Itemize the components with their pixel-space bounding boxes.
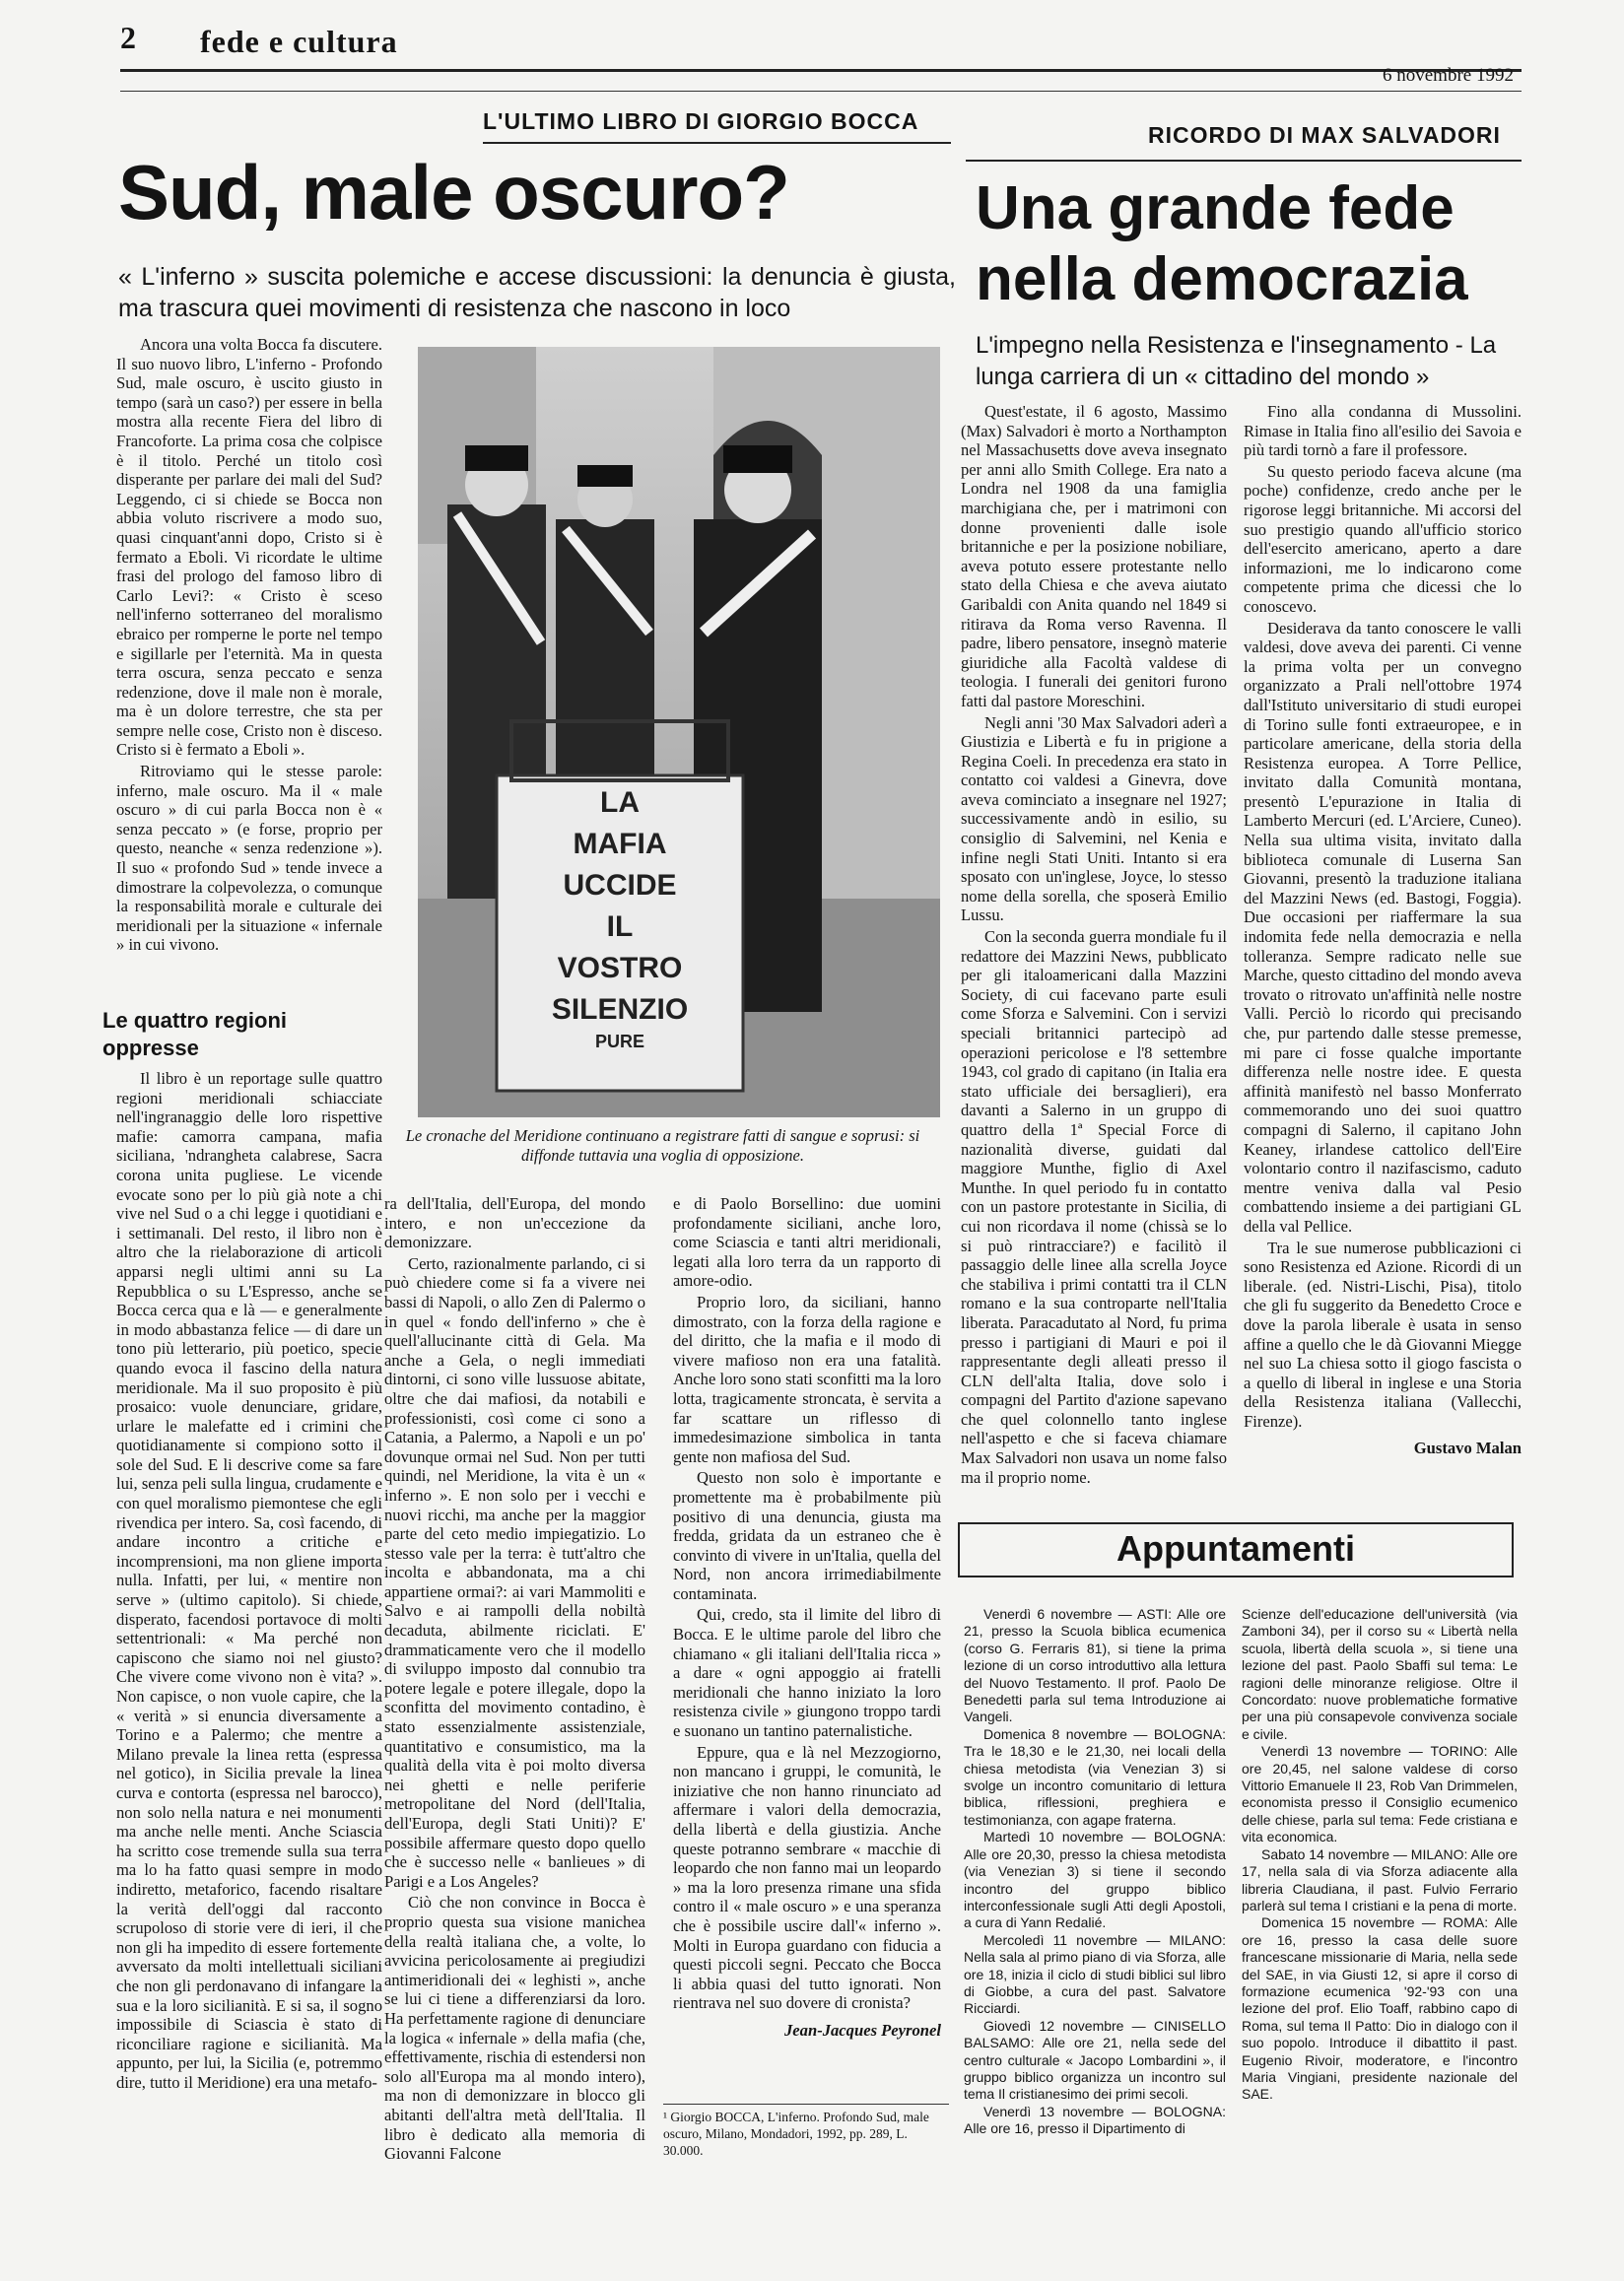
paragraph: Certo, razionalmente parlando, ci si può chiedere come si fa a vivere nei bassi di Napoli, o allo Zen di Palermo o in quel « fondo dell'inferno » che è quell'allucinante città di Gela. Ma anche a Gela, o negli immediati dintorni, ci sono ville lussuose abitate, oltre che dai mafiosi, da notabili e professionisti, così come ci sono a Catania, a Palermo, a Napoli e un po' dovunque ormai nel Sud. Non per tutti quindi, nel Meridione, la vita è un « inferno ». E non solo per i vecchi e nuovi ricchi, ma anche per la maggior parte del ceto medio impiegatizio. Lo stesso vale per la terra: è tutt'altro che incolta e abbandonata, ma a chi appartiene ormai?: ai vari Mammoliti e Salvo e ai rampolli della nobiltà decaduta, abilmente riciclati. E' drammaticamente vero che il modello di sviluppo imposto dal connubio tra potere legale e potere illegale, dopo la sconfitta del movimento contadino, è stato essenzialmente assistenziale, quantitativo e consumistico, ma la qualità della vita è poi molto diversa nei ghetti e nelle periferie metropolitane del Nord (dell'Italia, dell'Europa, degli Stati Uniti)? E' possibile affermare questo dopo quello che è successo nelle « banlieues » di Parigi e a Los Angeles? (384, 1253, 645, 1891)
event-item: Domenica 15 novembre — ROMA: Alle ore 16, presso la casa delle suore francescane missionarie di Maria, nella sede del SAE, in via Giusti 12, si apre il corso di formazione ecumenica '92-'93 con una lezione del prof. Elio Toaff, rabbino capo di Roma, sul tema Il Patto: Dio in dialogo con il suo popolo. Introduce il dibattito il past. Eugenio Rivoir, moderatore, e l'incontro Maria Vingiani, presidente nazionale del SAE. (1242, 1914, 1518, 2103)
article1-column-2 (384, 1194, 645, 2166)
article1-kicker: L'ULTIMO LIBRO DI GIORGIO BOCCA (483, 108, 919, 134)
paragraph: Ritroviamo qui le stesse parole: inferno, male oscuro. Ma il « male oscuro » di cui parla Bocca non è « senza peccato » (e forse, proprio per questo, neanche « senza redenzione »). Il suo « profondo Sud » tende invece a dimostrare la colpevolezza, o comunque la responsabilità morale e culturale dei meridionali per la situazione « infernale » in cui vivono. (116, 762, 382, 955)
paragraph: Fino alla condanna di Mussolini. Rimase in Italia fino all'esilio dei Savoia e più tardi tornò a fare il professore. (1244, 402, 1522, 460)
masthead-rule (120, 69, 1522, 72)
article2-title-line1: Una grande fede (976, 174, 1455, 242)
article1-column-1 (116, 335, 382, 957)
article1-subhead: Le quattro regioni oppresse (102, 1008, 287, 1060)
issue-date: 6 novembre 1992 (1383, 65, 1514, 86)
article1-title: Sud, male oscuro? (118, 149, 789, 235)
event-item: Giovedì 12 novembre — CINISELLO BALSAMO: Alle ore 21, nella sede del centro culturale « Jacopo Lombardini », il gruppo biblico organizza un incontro sul tema Il cristianesimo dei primi secoli. (964, 2017, 1226, 2103)
paragraph: Desiderava da tanto conoscere le valli valdesi, dove aveva dei parenti. Ci venne la prima volta per un convegno organizzato a Prali nell'ottobre 1974 dall'Istituto universitario di studi europei di Torino sulle fonti extraeuropee, e in particolare americane, della storia della Resistenza europea. A Torre Pellice, invitato dalla Comunità montana, presentò L'epurazione in Italia di Lamberto Mercuri (ed. L'Arciere, Cuneo). Nella sua ultima visita, invitato dalla biblioteca comunale di Luserna San Giovanni, presentò la traduzione italiana del Mazzini News (ed. Bastogi, Foggia). Due occasioni per riaffermare la sua indomita fede nella democrazia e nella tolleranza. Sempre radicato nelle sue Marche, questo cittadino del mondo aveva trovato o ritrovato un'affinità nelle nostre Valli. Perciò lo ricordo qui precisando che, pur partendo dalle stesse premesse, mi pare ci fosse qualche importante differenza nelle nostre idee. E questa affinità manifestò nel basso Monferrato commemorando uno dei suoi quattro compagni di Salerno, il capitano John Keaney, irlandese cattolico dell'Eire volontario contro il nazifascismo, caduto mentre veniva dalla val Pesio combattendo insieme a dei partigiani GL della val Pellice. (1244, 618, 1522, 1236)
paragraph: Questo non solo è importante e promettente ma è probabilmente più positivo di una denuncia, giusta ma fredda, gridata da un estraneo che è convinto di vivere in un'Italia, quella del Nord, non ancora irrimediabilmente contaminata. (673, 1468, 941, 1603)
sign-line: PURE (594, 1032, 644, 1051)
paragraph: e di Paolo Borsellino: due uomini profondamente siciliani, anche loro, come Sciascia e tanti altri meridionali, legati alla loro terra da un rapporto di amore-odio. (673, 1194, 941, 1291)
sign-line: VOSTRO (557, 952, 683, 984)
masthead-rule-thin (120, 91, 1522, 92)
sign-line: UCCIDE (563, 869, 677, 902)
paragraph: Ancora una volta Bocca fa discutere. Il suo nuovo libro, L'inferno - Profondo Sud, male oscuro, è uscito giusto in tempo (sarà un caso?) per essere in bella mostra alla recente Fiera del libro di Francoforte. La prima cosa che colpisce è il titolo. Perché un titolo così disperante per parlare dei mali del Sud? Leggendo, ci si chiede se Bocca non abbia voluto riscrivere a modo suo, quasi cinquant'anni dopo, Cristo si è fermato a Eboli. Vi ricordate le ultime frasi del prologo del famoso libro di Carlo Levi?: « Cristo è sceso nell'inferno sotterraneo del moralismo ebraico per romperne le porte nel tempo e sigillarle per l'eternità. Ma in questa terra oscura, senza peccato e senza redenzione, dove il male non è morale, ma è un dolore terrestre, che sta per sempre nelle cose, Cristo non è disceso. Cristo si è fermato a Eboli ». (116, 335, 382, 760)
paragraph: Quest'estate, il 6 agosto, Massimo (Max) Salvadori è morto a Northampton nel Massachusetts dove aveva insegnato per anni allo Smith College. Era nato a Londra nel 1908 da una famiglia marchigiana che, per i matrimoni con donne provenienti dalle isole britanniche e per la posizione nobiliare, aveva potuto essere protestante nello stato della Chiesa e che aveva aiutato Garibaldi con Anita quando nel 1849 si ritirava da Roma verso Ravenna. Il padre, libero pensatore, insegnò materie giuridiche alla Facoltà valdese di teologia. I funerali dei genitori furono fatti dal pastore Moreschini. (961, 402, 1227, 710)
paragraph: Ciò che non convince in Bocca è proprio questa sua visione manichea della realtà italiana che, a volte, lo avvicina pericolosamente ai pregiudizi antimeridionali dei « leghisti », anche se lui ci tiene a differenziarsi da loro. Ha perfettamente ragione di denunciare la logica « infernale » della mafia (che, effettivamente, rischia di estendersi non solo all'Europa ma al mondo intero), ma non di demonizzare in blocco gli abitanti dell'altra metà dell'Italia. Il libro è dedicato alla memoria di Giovanni Falcone (384, 1893, 645, 2164)
event-item: Mercoledì 11 novembre — MILANO: Nella sala al primo piano di via Sforza, alle ore 18, inizia il ciclo di studi biblici sul libro di Giobbe, a cura del past. Salvatore Ricciardi. (964, 1931, 1226, 2017)
paragraph: Eppure, qua e là nel Mezzogiorno, non mancano i gruppi, le comunità, le iniziative che non hanno rinunciato ad affermare i valori della democrazia, della libertà e della giustizia. Anche queste potranno sembrare « macchie di leopardo che non fanno mai un leopardo » ma la loro presenza rimane una sfida contro il « male oscuro » e una speranza che è possibile uscire dall'« inferno ». Molti in Europa guardano con fiducia a questi piccoli segni. Peccato che Bocca li abbia quasi del tutto ignorati. Non rientrava nel suo dovere di cronista? (673, 1742, 941, 2013)
appuntamenti-column-1 (964, 1606, 1226, 2138)
sign-line: LA (600, 786, 640, 819)
article1-signature: Jean-Jacques Peyronel (784, 2020, 941, 2040)
article1-footnote: ¹ Giorgio BOCCA, L'inferno. Profondo Sud, male oscuro, Milano, Mondadori, 1992, pp. 289, L. 30.000. (663, 2104, 949, 2159)
event-item: Venerdì 6 novembre — ASTI: Alle ore 21, presso la Scuola biblica ecumenica (corso G. Ferraris 81), si tiene la prima lezione di un corso introduttivo alla lettura del Nuovo Testamento. Il prof. Paolo De Benedetti parla sul tema Introduzione ai Vangeli. (964, 1606, 1226, 1725)
article1-deck: « L'inferno » suscita polemiche e accese discussioni: la denuncia è giusta, ma trascura quei movimenti di resistenza che nascono in loco (118, 263, 956, 322)
paragraph: Negli anni '30 Max Salvadori aderì a Giustizia e Libertà e fu in prigione a Regina Coeli. In precedenza era stato in contatto coi valdesi a Ginevra, dove aveva cominciato a insegnare nel 1927; successivamente andò in esilio, su consiglio di Salvemini, nel Kenia e infine negli Stati Uniti. Intanto si era sposato con un'inglese, Joyce, lo stesso nome della sorella, che sposerà Emilio Lussu. (961, 712, 1227, 925)
event-item: Domenica 8 novembre — BOLOGNA: Tra le 18,30 e le 21,30, nei locali della chiesa metodista (via Venezian 3) si svolge un incontro comunitario di lettura biblica, riflessioni, preghiera e testimonianza, con agape fraterna. (964, 1725, 1226, 1828)
event-item: Sabato 14 novembre — MILANO: Alle ore 17, nella sala di via Sforza adiacente alla libreria Claudiana, il past. Fulvio Ferrario parlerà sul tema I cristiani e la pena di morte. (1242, 1845, 1518, 1913)
article2-column-2 (1244, 402, 1522, 1460)
event-item: Scienze dell'educazione dell'università (via Zamboni 34), per il corso su « Libertà nella scuola, libertà della scuola », si tiene una lezione del past. Paolo Sbaffi sul tema: Le ragioni delle minoranze religiose. Oltre il Concordato: nuove problematiche formative per una più consapevole convivenza sociale e civile. (1242, 1606, 1518, 1742)
protest-sign (507, 782, 733, 1052)
news-photo-carabinieri (418, 347, 940, 1117)
event-item: Venerdì 13 novembre — BOLOGNA: Alle ore 16, presso il Dipartimento di (964, 2103, 1226, 2137)
paragraph: Con la seconda guerra mondiale fu il redattore dei Mazzini News, pubblicato per gli italoamericani dalla Mazzini Society, di cui facevano parte esuli come Sforza e Salvemini. Con i servizi speciali britannici partecipò ad operazioni pericolose e l'8 settembre 1943, col grado di capitano (in Italia era stato ufficiale dei bersaglieri), era davanti a Salerno in un gruppo di quattro della 1ª Special Force di nazionalità diverse, guidati dal maggiore Munthe, figlio di Axel Munthe. In quel periodo fu in contatto con un pastore protestante in Sicilia, di cui non ricordava il nome (chissà se lo si può rintracciare?) e facilitò il passaggio delle linee alla scrella Joyce che stabiliva i primi contatti tra il CLN romano e la sua controparte nell'Italia liberata. Paracadutato al Nord, fu prima presso i partigiani di Mauri e poi il rappresentante degli alleati presso il CLN dell'alta Italia, dove solo i compagni del Partito d'azione sapevano che quel colonnello tanto inglese nell'aspetto e che si faceva chiamare Max Salvadori non usava un nome falso ma il proprio nome. (961, 927, 1227, 1487)
paragraph: Tra le sue numerose pubblicazioni ci sono Resistenza ed Azione. Ricordi di un liberale. (ed. Nistri-Lischi, Pisa), titolo che gli fu suggerito da Benedetto Croce e dove la parola liberale è usata in senso affine a quello che le dà Giovanni Miegge nel suo La chiesa sotto il giogo fascista o a quello di liberal in inglese e una Storia della Resistenza italiana (Vallecchi, Firenze). (1244, 1238, 1522, 1431)
article1-kicker-rule (483, 142, 951, 144)
article2-deck: L'impegno nella Resistenza e l'insegnamento - La lunga carriera di un « cittadino del mondo » (976, 332, 1497, 390)
article2-title-line2: nella democrazia (976, 245, 1468, 313)
paragraph: Qui, credo, sta il limite del libro di Bocca. E le ultime parole del libro che chiamano « gli italiani dell'Italia ricca » a dare « ogni appoggio ai fratelli meridionali che hanno iniziato la loro resistenza civile » giungono troppo tardi e suonano un tantino paternalistiche. (673, 1605, 941, 1741)
article2-signature: Gustavo Malan (1413, 1439, 1522, 1458)
appuntamenti-column-2 (1242, 1606, 1518, 2104)
photo-caption: Le cronache del Meridione continuano a registrare fatti di sangue e soprusi: si diffonde tuttavia una voglia di opposizione. (405, 1126, 920, 1165)
paragraph: ra dell'Italia, dell'Europa, del mondo intero, e non un'eccezione da demonizzare. (384, 1194, 645, 1252)
article2-kicker-rule (966, 160, 1522, 162)
article1-column-1b (116, 1069, 382, 2094)
paragraph: Su questo periodo faceva alcune (ma poche) confidenze, credo anche per le rigorose leggi britanniche. Mi accorsi del suo prestigio quando all'ufficio storico dell'esercito americano, aperto a dare informazioni, me lo indicarono come competente prima che dicessi che lo conoscevo. (1244, 461, 1522, 616)
event-item: Martedì 10 novembre — BOLOGNA: Alle ore 20,30, presso la chiesa metodista (via Venezian 3) si tiene il secondo incontro del gruppo biblico interconfessionale sugli Atti degli Apostoli, a cura di Yann Redalié. (964, 1829, 1226, 1931)
paragraph: Il libro è un reportage sulle quattro regioni meridionali schiacciate nell'ingranaggio delle loro rispettive mafie: camorra campana, mafia siciliana, 'ndrangheta calabrese, Sacra corona unita pugliese. Le vicende evocate sono per lo più già note a chi vive nel Sud o a chi legge i quotidiani e i settimanali. Del resto, il libro non è altro che la rielaborazione di articoli apparsi negli ultimi anni su La Repubblica o su L'Espresso, anche se Bocca cerca qua e là — e generalmente in modo abbastanza felice — di dare un tono più letterario, più poetico, specie quando evoca il fascino della natura meridionale. Ma il suo proposito è più prosaico: vuole denunciare, gridare, urlare le malefatte ed i crimini che quotidianamente si compiono sotto il sole del Sud. E li descrive come sa fare lui, senza peli sulla lingua, crudamente e con quel moralismo piemontese che egli rivendica per intero. Sa, così facendo, di andare incontro a critiche e incomprensioni, ma non gliene importa nulla. Infatti, per lui, « mentire non serve » (ultimo capitolo). Si chiede, disperato, facendosi portavoce di molti settentrionali: « Ma perché non capiscono che siamo noi nel giusto? Che vivere come vivono non è vita? ». Non capisce, o non vuole capire, che la « verità » si enuncia diversamente a Torino e a Palermo; che mentre a Milano prevale la linea retta (espressa nel gotico), in Sicilia prevale la linea curva e contorta (espressa nel barocco), non solo nella natura e nei monumenti ma anche nelle menti. Anche Sciascia ha scritto cose tremende sulla sua terra ma lo ha fatto quasi sempre in modo indiretto, metaforico, facendo risaltare la verità dell'oggi dal racconto scrupoloso di storie vere di ieri, il che non gli ha impedito di essere fortemente avversato da molti intellettuali siciliani che non gli perdonavano di infangare la sua e la loro sicilianità. E si sa, il sogno impossibile di Sciascia è stato di riconciliare ragione e sicilianità. Ma appunto, per lui, la Sicilia (e, potremmo dire, tutto il Meridione) era una metafo- (116, 1069, 383, 2092)
sign-line: IL (606, 910, 634, 943)
section-title: fede e cultura (200, 24, 398, 59)
appuntamenti-header-box (958, 1522, 1514, 1577)
article2-column-1 (961, 402, 1227, 1489)
sign-line: SILENZIO (551, 993, 689, 1026)
article2-kicker: RICORDO DI MAX SALVADORI (1148, 122, 1501, 148)
paragraph: Proprio loro, da siciliani, hanno dimostrato, con la forza della ragione e del diritto, che la mafia e il modo di vivere mafioso non era una fatalità. Anche loro sono stati sconfitti ma la loro lotta, tragicamente stroncata, è servita a far scattare un riflesso di immedesimazione simbolica in tanta gente non mafiosa del Sud. (673, 1292, 941, 1466)
event-item: Venerdì 13 novembre — TORINO: Alle ore 20,45, nel salone valdese di corso Vittorio Emanuele II 23, Rob Van Drimmelen, economista presso il Consiglio ecumenico delle chiese, parla sul tema: Fede cristiana e vita economica. (1242, 1743, 1518, 1845)
article2-title (976, 173, 1527, 315)
article1-column-3 (673, 1194, 941, 2043)
appuntamenti-title: Appuntamenti (1116, 1528, 1355, 1569)
sign-line: MAFIA (573, 828, 667, 860)
page-number: 2 (120, 20, 136, 55)
